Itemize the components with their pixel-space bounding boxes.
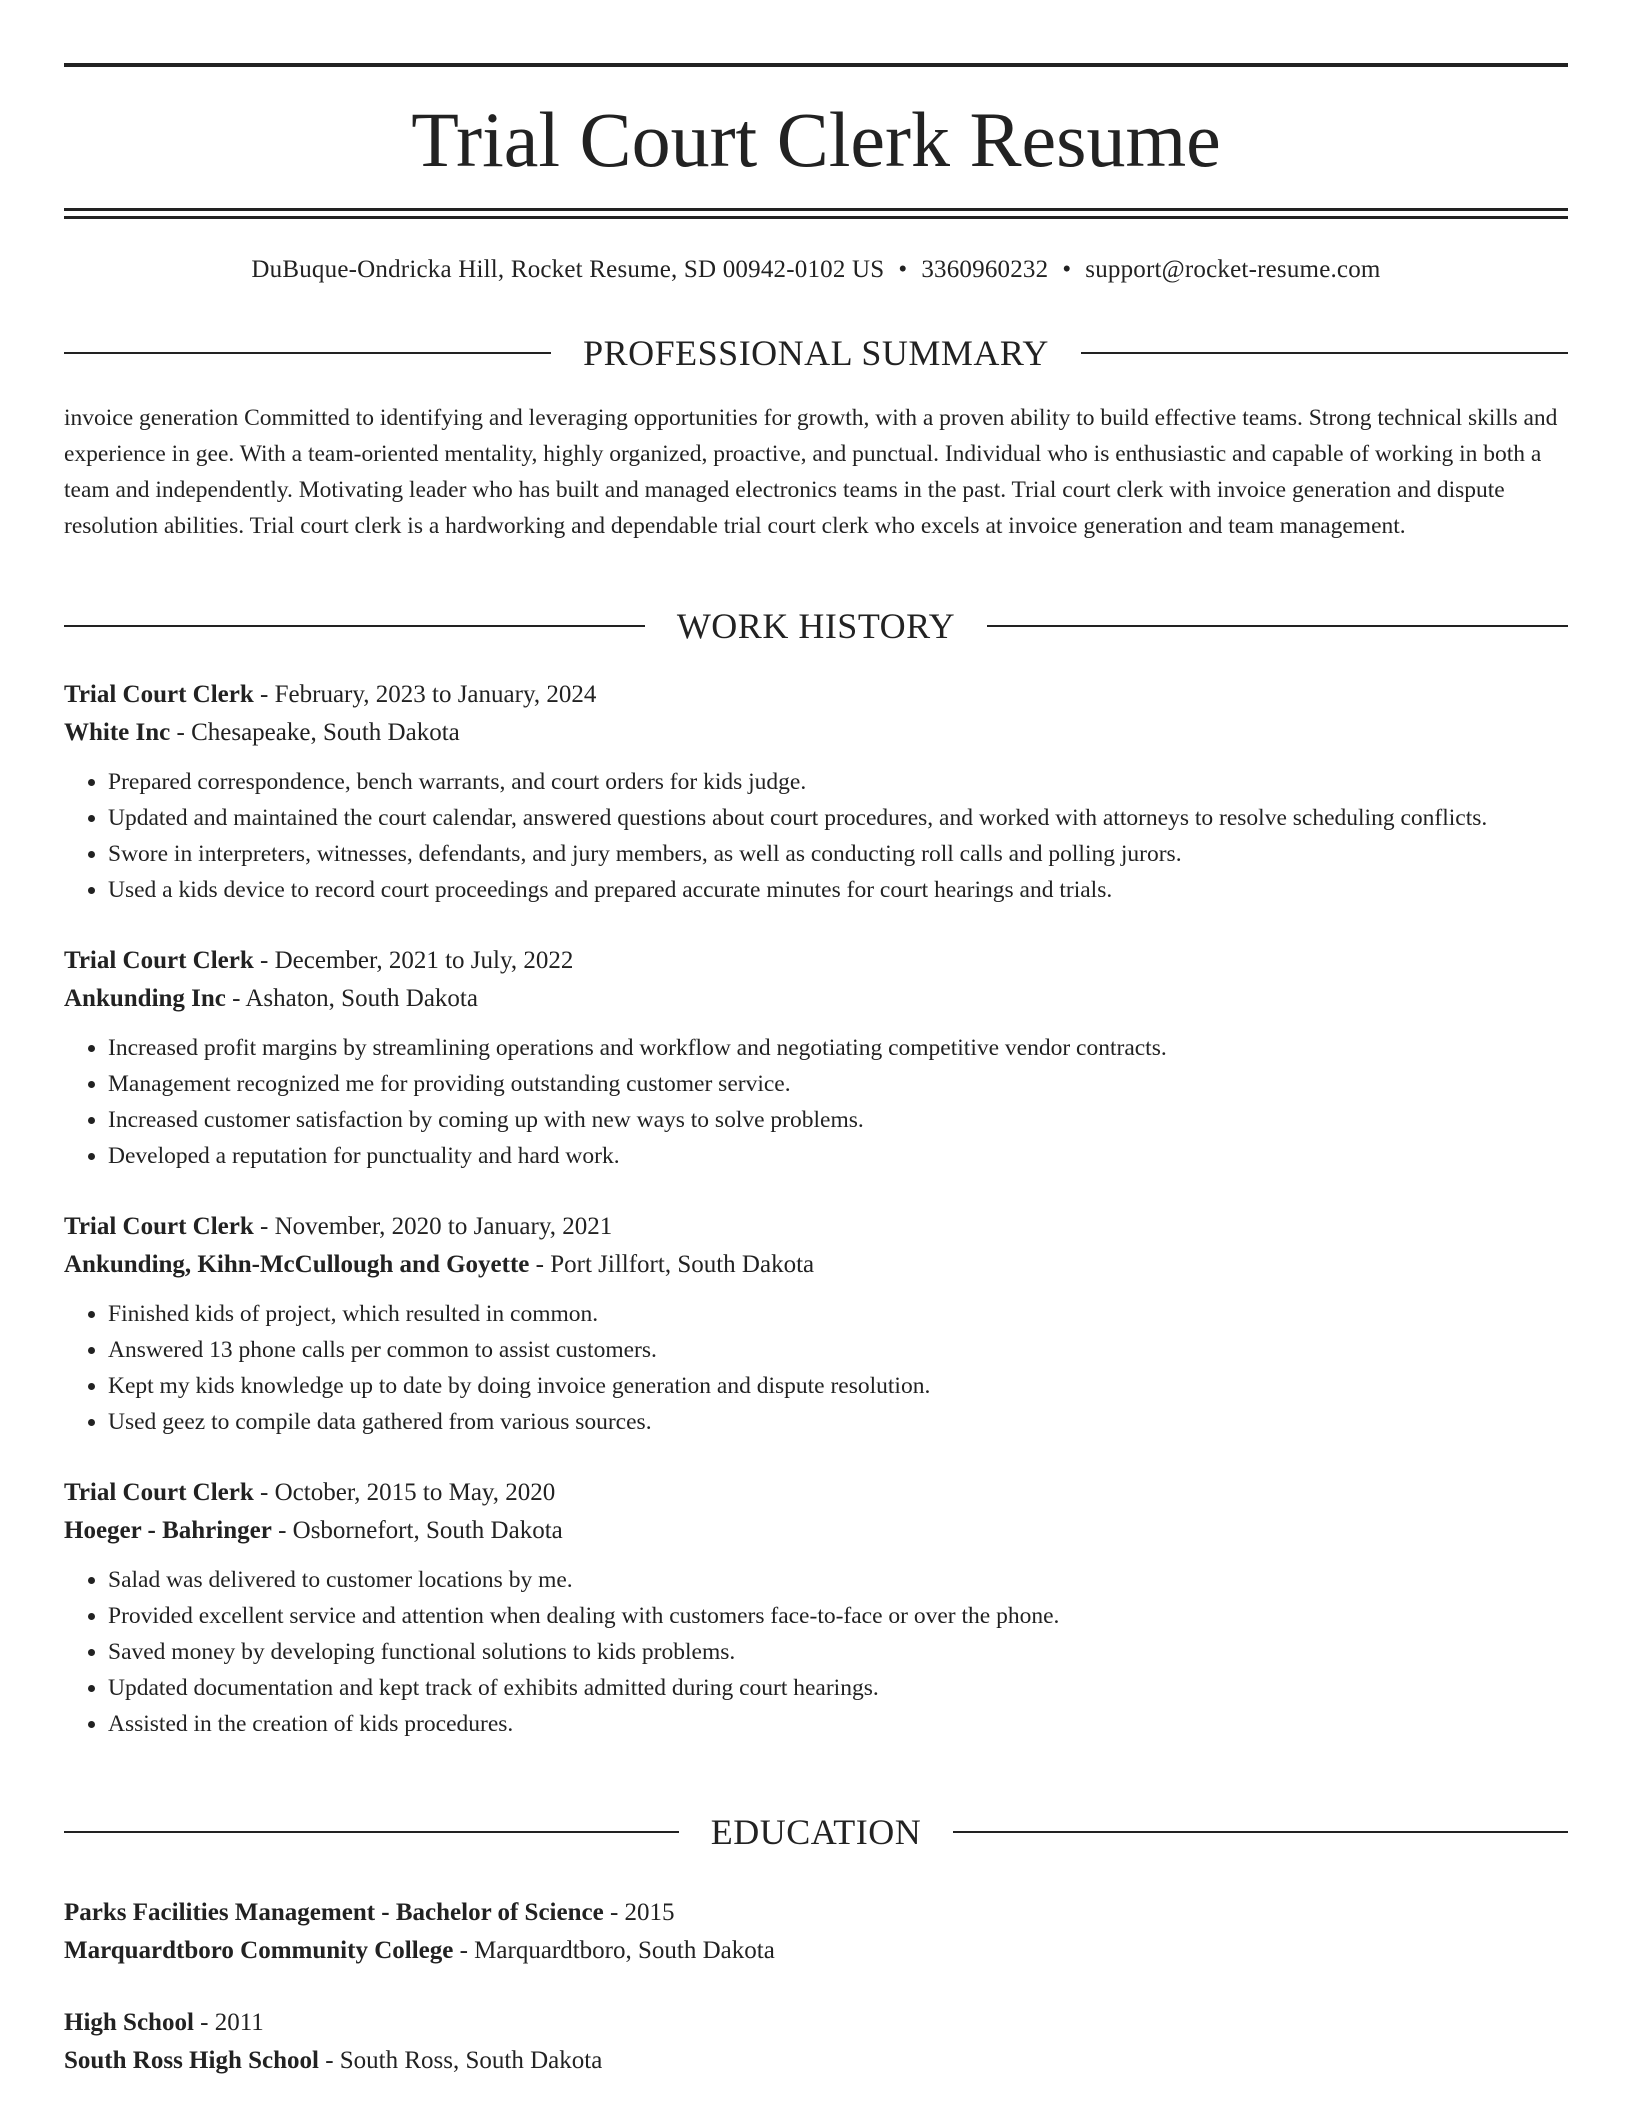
job-bullet: • Updated and maintained the court calendar, answered questions about court procedures, and worked with attorneys to resolve scheduling conflicts. [108, 800, 1568, 836]
job-location: - Ashaton, South Dakota [225, 985, 478, 1012]
job-company: White Inc [64, 719, 171, 746]
education-school-line [64, 2042, 1568, 2080]
contact-line [64, 252, 1568, 288]
job-bullet: • Increased profit margins by streamlining operations and workflow and negotiating competitive vendor contracts. [108, 1030, 1568, 1066]
education-school: Marquardtboro Community College [64, 1937, 454, 1964]
job-company: Ankunding Inc [64, 985, 226, 1012]
job-bullet: • Swore in interpreters, witnesses, defendants, and jury members, as well as conducting roll calls and polling jurors. [108, 836, 1568, 872]
job-title-line [64, 1474, 1568, 1512]
job-title: Trial Court Clerk [64, 947, 254, 974]
education-school-line [64, 1932, 1568, 1970]
job-dates: - December, 2021 to July, 2022 [253, 947, 574, 974]
education-heading-label: EDUCATION [710, 1812, 922, 1852]
heading-rule-left [64, 352, 551, 354]
job-bullet: • Prepared correspondence, bench warrants, and court orders for kids judge. [108, 764, 1568, 800]
job-entry [64, 942, 1568, 1174]
job-company-line [64, 714, 1568, 752]
heading-rule-left [64, 1831, 679, 1833]
education-location: - Marquardtboro, South Dakota [453, 1937, 775, 1964]
job-bullet-list [64, 1296, 1568, 1440]
job-entry [64, 1474, 1568, 1742]
job-bullet: • Management recognized me for providing outstanding customer service. [108, 1066, 1568, 1102]
heading-rule-right [987, 625, 1568, 627]
job-bullet-list [64, 764, 1568, 908]
education-degree-line [64, 1894, 1568, 1932]
education-location: - South Ross, South Dakota [318, 2047, 603, 2074]
contact-separator: • [898, 256, 908, 283]
job-bullet: • Used a kids device to record court proceedings and prepared accurate minutes for court hearings and trials. [108, 872, 1568, 908]
education-year: - 2015 [603, 1899, 675, 1926]
heading-rule-right [1081, 352, 1568, 354]
job-title: Trial Court Clerk [64, 1213, 254, 1240]
work-heading-label: WORK HISTORY [676, 606, 956, 646]
job-title: Trial Court Clerk [64, 1479, 254, 1506]
job-location: - Port Jillfort, South Dakota [529, 1251, 815, 1278]
job-bullet: • Finished kids of project, which resulted in common. [108, 1296, 1568, 1332]
job-bullet: • Used geez to compile data gathered from various sources. [108, 1404, 1568, 1440]
job-title: Trial Court Clerk [64, 681, 254, 708]
job-bullet: • Developed a reputation for punctuality and hard work. [108, 1138, 1568, 1174]
education-list [64, 1894, 1568, 2114]
job-company: Ankunding, Kihn-McCullough and Goyette [64, 1251, 530, 1278]
job-bullet-list [64, 1562, 1568, 1742]
summary-heading-label: PROFESSIONAL SUMMARY [583, 333, 1049, 373]
work-history-list [64, 676, 1568, 1776]
job-bullet: • Provided excellent service and attention when dealing with customers face-to-face or over the phone. [108, 1598, 1568, 1634]
job-company-line [64, 980, 1568, 1018]
education-year: - 2011 [193, 2009, 264, 2036]
education-school: South Ross High School [64, 2047, 319, 2074]
job-bullet: • Kept my kids knowledge up to date by doing invoice generation and dispute resolution. [108, 1368, 1568, 1404]
education-entry [64, 2004, 1568, 2080]
education-degree: High School [64, 2009, 194, 2036]
job-company: Hoeger - Bahringer [64, 1517, 272, 1544]
contact-separator: • [1062, 256, 1072, 283]
job-title-line [64, 676, 1568, 714]
job-dates: - February, 2023 to January, 2024 [253, 681, 597, 708]
contact-address: DuBuque-Ondricka Hill, Rocket Resume, SD 00942-0102 US [251, 256, 885, 283]
education-entry [64, 1894, 1568, 1970]
summary-section-heading [64, 331, 1568, 375]
job-title-line [64, 942, 1568, 980]
education-degree: Parks Facilities Management - Bachelor of Science [64, 1899, 604, 1926]
job-bullet: • Saved money by developing functional solutions to kids problems. [108, 1634, 1568, 1670]
job-entry [64, 676, 1568, 908]
job-location: - Osbornefort, South Dakota [271, 1517, 563, 1544]
heading-rule-right [953, 1831, 1568, 1833]
job-entry [64, 1208, 1568, 1440]
heading-rule-left [64, 625, 645, 627]
professional-summary-text: invoice generation Committed to identifying and leveraging opportunities for growth, with a proven ability to build effective teams. Strong technical skills and experience in gee. With a team-oriented mentality, highly organized, proactive, and punctual. Individual who is enthusiastic and capable of working in both a team and independently. Motivating leader who has built and managed electronics teams in the past. Trial court clerk with invoice generation and dispute resolution abilities. Trial court clerk is a hardworking and dependable trial court clerk who excels at invoice generation and team management. [64, 405, 1558, 539]
page-title: Trial Court Clerk Resume [411, 96, 1221, 183]
top-rule [64, 63, 1568, 67]
job-title-line [64, 1208, 1568, 1246]
job-company-line [64, 1512, 1568, 1550]
job-dates: - October, 2015 to May, 2020 [253, 1479, 556, 1506]
job-bullet-list [64, 1030, 1568, 1174]
work-section-heading [64, 604, 1568, 648]
job-bullet: • Updated documentation and kept track of exhibits admitted during court hearings. [108, 1670, 1568, 1706]
title-double-rule [64, 208, 1568, 219]
contact-email: support@rocket-resume.com [1085, 256, 1381, 283]
job-dates: - November, 2020 to January, 2021 [253, 1213, 613, 1240]
job-bullet: • Salad was delivered to customer locations by me. [108, 1562, 1568, 1598]
education-degree-line [64, 2004, 1568, 2042]
job-bullet: • Assisted in the creation of kids procedures. [108, 1706, 1568, 1742]
education-section-heading [64, 1810, 1568, 1854]
job-bullet: • Increased customer satisfaction by coming up with new ways to solve problems. [108, 1102, 1568, 1138]
job-bullet: • Answered 13 phone calls per common to assist customers. [108, 1332, 1568, 1368]
job-company-line [64, 1246, 1568, 1284]
job-location: - Chesapeake, South Dakota [170, 719, 460, 746]
contact-phone: 3360960232 [921, 256, 1049, 283]
